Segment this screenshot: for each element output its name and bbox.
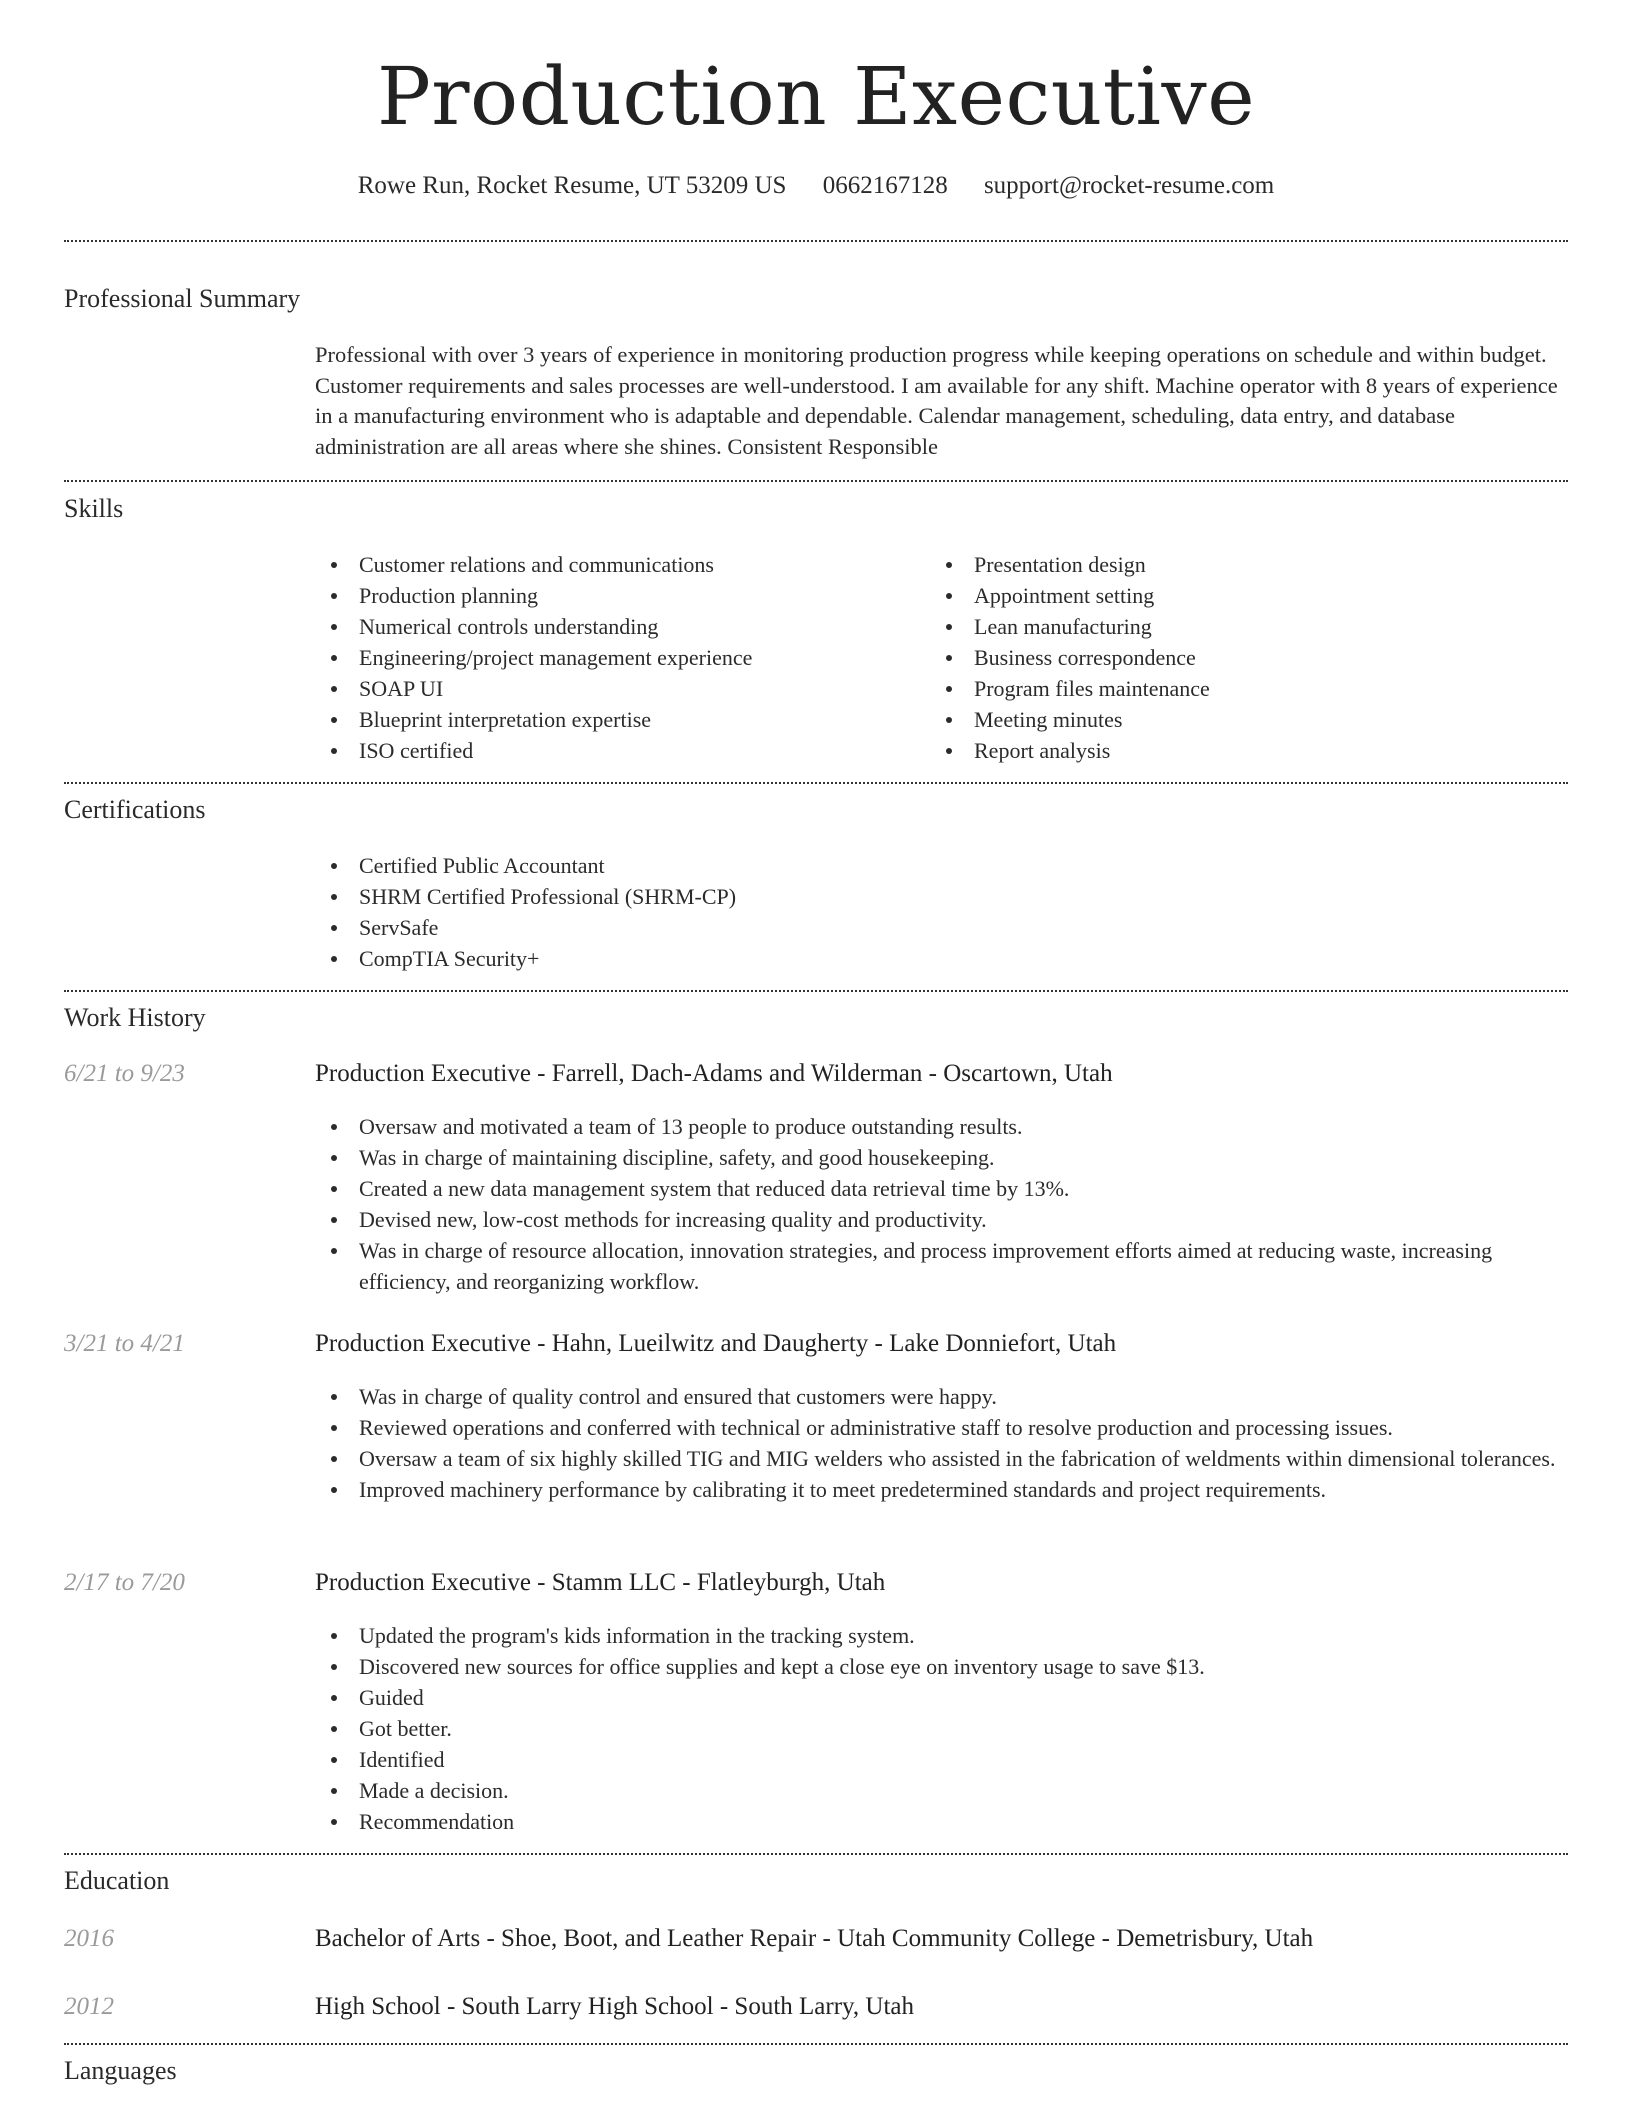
skill-item: ISO certified <box>315 735 930 766</box>
job-bullet: Guided <box>315 1682 1568 1713</box>
certification-item: Certified Public Accountant <box>315 850 1568 881</box>
contact-address: Rowe Run, Rocket Resume, UT 53209 US <box>357 172 787 199</box>
job-bullets <box>315 1381 1568 1505</box>
job-heading: Production Executive - Hahn, Lueilwitz and Daugherty - Lake Donniefort, Utah <box>315 1330 1117 1357</box>
certification-item: SHRM Certified Professional (SHRM-CP) <box>315 881 1568 912</box>
skill-item: Production planning <box>315 580 930 611</box>
skill-item: Blueprint interpretation expertise <box>315 704 930 735</box>
job-bullets <box>315 1620 1568 1837</box>
skills-column-right <box>930 549 1545 766</box>
job-heading: Production Executive - Farrell, Dach-Adams and Wilderman - Oscartown, Utah <box>315 1060 1113 1087</box>
contact-line <box>64 172 1568 200</box>
contact-phone: 0662167128 <box>822 172 948 199</box>
section-title-certifications: Certifications <box>64 795 206 824</box>
skills-list <box>315 549 1568 766</box>
skill-item: Appointment setting <box>930 580 1545 611</box>
job-bullets <box>315 1111 1568 1297</box>
skill-item: Business correspondence <box>930 642 1545 673</box>
skill-item: Numerical controls understanding <box>315 611 930 642</box>
job-bullet: Oversaw and motivated a team of 13 people to produce outstanding results. <box>315 1111 1568 1142</box>
candidate-name: Production Executive <box>376 50 1256 143</box>
certification-item: ServSafe <box>315 912 1568 943</box>
divider <box>64 1853 1568 1855</box>
divider <box>64 480 1568 482</box>
skill-item: Meeting minutes <box>930 704 1545 735</box>
skill-item: Customer relations and communications <box>315 549 930 580</box>
job-bullet: Improved machinery performance by calibrating it to meet predetermined standards and project requirements. <box>315 1474 1568 1505</box>
contact-email: support@rocket-resume.com <box>983 172 1275 199</box>
education-year: 2012 <box>64 1993 114 2020</box>
job-bullet: Recommendation <box>315 1806 1568 1837</box>
section-title-work-history: Work History <box>64 1003 206 1032</box>
job-dates: 3/21 to 4/21 <box>64 1330 185 1357</box>
section-title-education: Education <box>64 1866 170 1895</box>
certification-item: CompTIA Security+ <box>315 943 1568 974</box>
job-bullet: Identified <box>315 1744 1568 1775</box>
job-heading: Production Executive - Stamm LLC - Flatleyburgh, Utah <box>315 1569 886 1596</box>
job-bullet: Was in charge of maintaining discipline, safety, and good housekeeping. <box>315 1142 1568 1173</box>
summary-text: Professional with over 3 years of experience in monitoring production progress while keeping operations on schedule and within budget. Customer requirements and sales processes are well-understood. I am available for any shift. Machine operator with 8 years of experience in a manufacturing environment who is adaptable and dependable. Calendar management, scheduling, data entry, and database administration are all areas where she shines. Consistent Responsible <box>315 342 1558 459</box>
section-title-summary: Professional Summary <box>64 284 301 313</box>
divider <box>64 782 1568 784</box>
job-bullet: Created a new data management system that reduced data retrieval time by 13%. <box>315 1173 1568 1204</box>
skill-item: Report analysis <box>930 735 1545 766</box>
education-year: 2016 <box>64 1925 114 1952</box>
job-bullet: Was in charge of quality control and ensured that customers were happy. <box>315 1381 1568 1412</box>
divider <box>64 240 1568 242</box>
education-entry: High School - South Larry High School - South Larry, Utah <box>315 1993 914 2020</box>
section-title-skills: Skills <box>64 494 124 523</box>
job-bullet: Oversaw a team of six highly skilled TIG and MIG welders who assisted in the fabrication of weldments within dimensional tolerances. <box>315 1443 1568 1474</box>
education-entry: Bachelor of Arts - Shoe, Boot, and Leather Repair - Utah Community College - Demetrisbury, Utah <box>315 1925 1314 1952</box>
skill-item: SOAP UI <box>315 673 930 704</box>
job-bullet: Discovered new sources for office supplies and kept a close eye on inventory usage to save $13. <box>315 1651 1568 1682</box>
skills-column-left <box>315 549 930 766</box>
job-dates: 2/17 to 7/20 <box>64 1569 185 1596</box>
divider <box>64 990 1568 992</box>
section-title-languages: Languages <box>64 2056 177 2085</box>
skill-item: Engineering/project management experience <box>315 642 930 673</box>
skill-item: Lean manufacturing <box>930 611 1545 642</box>
job-bullet: Reviewed operations and conferred with technical or administrative staff to resolve production and processing issues. <box>315 1412 1568 1443</box>
job-bullet: Was in charge of resource allocation, innovation strategies, and process improvement efforts aimed at reducing waste, increasing efficiency, and reorganizing workflow. <box>315 1235 1568 1297</box>
skill-item: Presentation design <box>930 549 1545 580</box>
skill-item: Program files maintenance <box>930 673 1545 704</box>
divider <box>64 2043 1568 2045</box>
job-bullet: Got better. <box>315 1713 1568 1744</box>
job-bullet: Updated the program's kids information in the tracking system. <box>315 1620 1568 1651</box>
job-dates: 6/21 to 9/23 <box>64 1060 185 1087</box>
certifications-list <box>315 850 1568 974</box>
job-bullet: Devised new, low-cost methods for increasing quality and productivity. <box>315 1204 1568 1235</box>
job-bullet: Made a decision. <box>315 1775 1568 1806</box>
